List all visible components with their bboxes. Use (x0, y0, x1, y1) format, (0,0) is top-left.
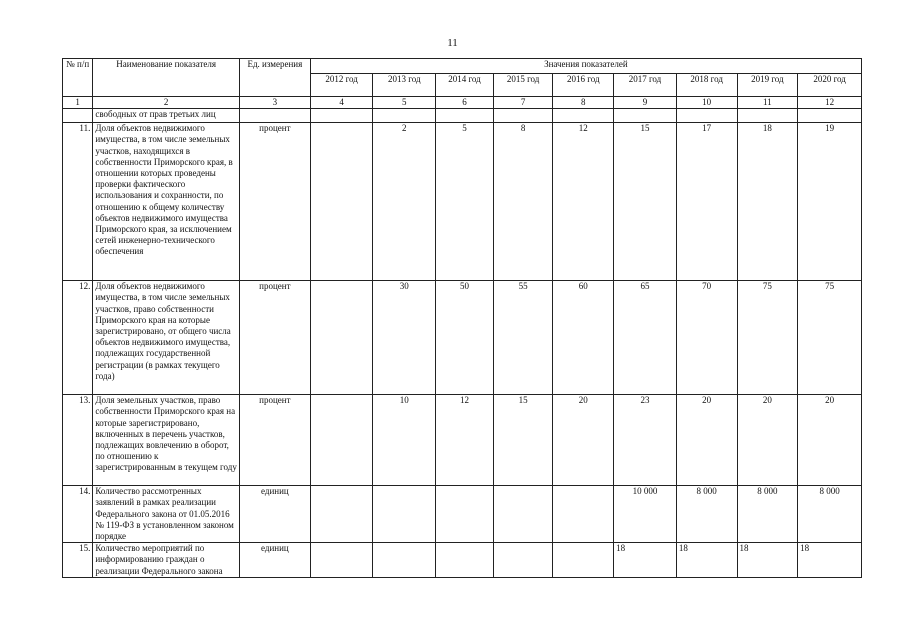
indicator-name: Доля объектов недвижимого имущества, в том числе земельных участков, право собственности Приморского края на которые зарегистрировано, от общего числа объектов недвижимого имущества, подлежащих государственной регистрации (в рамках текущего года) (93, 281, 240, 395)
indicator-unit: процент (239, 395, 310, 486)
table-row (63, 395, 862, 486)
value-cell (493, 543, 553, 578)
value-cell: 10 (373, 395, 436, 486)
value-cell: 65 (614, 281, 677, 395)
indicator-unit: единиц (239, 486, 310, 543)
indicator-name: Доля земельных участков, право собственности Приморского края на которые зарегистрировано, включенных в перечень участков, подлежащих вовлечению в оборот, по отношению к зарегистрированным в текущем году (93, 395, 240, 486)
value-cell: 15 (493, 395, 553, 486)
continuation-text: свободных от прав третьих лиц (93, 109, 240, 123)
value-cell: 2 (373, 123, 436, 281)
value-cell: 8 (493, 123, 553, 281)
header-values-group: Значения показателей (310, 59, 861, 74)
value-cell: 20 (737, 395, 798, 486)
column-number: 6 (436, 97, 494, 109)
column-number: 3 (239, 97, 310, 109)
value-cell (310, 395, 373, 486)
value-cell: 20 (676, 395, 737, 486)
indicator-unit: процент (239, 123, 310, 281)
value-cell: 19 (798, 123, 862, 281)
value-cell: 18 (737, 543, 798, 578)
table-row (63, 486, 862, 543)
value-cell (436, 486, 494, 543)
value-cell: 18 (798, 543, 862, 578)
value-cell: 15 (614, 123, 677, 281)
value-cell: 23 (614, 395, 677, 486)
column-number: 7 (493, 97, 553, 109)
header-year: 2018 год (676, 74, 737, 97)
column-number: 10 (676, 97, 737, 109)
value-cell (553, 486, 614, 543)
header-year: 2017 год (614, 74, 677, 97)
header-year: 2014 год (436, 74, 494, 97)
header-unit: Ед. измерения (239, 59, 310, 97)
column-number: 2 (93, 97, 240, 109)
value-cell (553, 543, 614, 578)
table-row (63, 281, 862, 395)
value-cell: 55 (493, 281, 553, 395)
row-number: 12. (63, 281, 93, 395)
value-cell (310, 123, 373, 281)
value-cell: 20 (553, 395, 614, 486)
header-year: 2013 год (373, 74, 436, 97)
value-cell (310, 486, 373, 543)
indicator-name: Количество мероприятий по информированию граждан о реализации Федерального закона (93, 543, 240, 578)
value-cell (493, 486, 553, 543)
value-cell: 30 (373, 281, 436, 395)
continuation-row (63, 109, 862, 123)
value-cell: 18 (737, 123, 798, 281)
row-number: 15. (63, 543, 93, 578)
indicators-table (62, 58, 862, 578)
header-name: Наименование показателя (93, 59, 240, 97)
column-number: 9 (614, 97, 677, 109)
value-cell: 8 000 (676, 486, 737, 543)
table-row (63, 123, 862, 281)
value-cell (373, 543, 436, 578)
table-row (63, 543, 862, 578)
value-cell: 18 (676, 543, 737, 578)
value-cell (436, 543, 494, 578)
indicator-name: Количество рассмотренных заявлений в рамках реализации Федерального закона от 01.05.2016 № 119-ФЗ в установленном законом порядке (93, 486, 240, 543)
value-cell: 60 (553, 281, 614, 395)
value-cell: 18 (614, 543, 677, 578)
indicator-unit: процент (239, 281, 310, 395)
value-cell: 5 (436, 123, 494, 281)
header-row-numbers (63, 97, 862, 109)
value-cell: 12 (553, 123, 614, 281)
indicator-name: Доля объектов недвижимого имущества, в том числе земельных участков, находящихся в собственности Приморского края, в отношении которых проведены проверки фактического использования и сохранности, по отношению к общему количеству объектов недвижимого имущества Приморского края, за исключением сетей инженерно-технического обеспечения (93, 123, 240, 281)
column-number: 4 (310, 97, 373, 109)
header-row-1 (63, 59, 862, 74)
column-number: 8 (553, 97, 614, 109)
value-cell: 17 (676, 123, 737, 281)
header-year: 2020 год (798, 74, 862, 97)
value-cell: 75 (798, 281, 862, 395)
value-cell: 8 000 (737, 486, 798, 543)
header-no: № п/п (63, 59, 93, 97)
column-number: 12 (798, 97, 862, 109)
header-year: 2012 год (310, 74, 373, 97)
column-number: 5 (373, 97, 436, 109)
value-cell: 50 (436, 281, 494, 395)
header-year: 2016 год (553, 74, 614, 97)
page-number: 11 (447, 37, 458, 49)
value-cell (310, 281, 373, 395)
value-cell: 8 000 (798, 486, 862, 543)
value-cell: 20 (798, 395, 862, 486)
header-year: 2019 год (737, 74, 798, 97)
header-year: 2015 год (493, 74, 553, 97)
value-cell: 75 (737, 281, 798, 395)
value-cell: 70 (676, 281, 737, 395)
value-cell (310, 543, 373, 578)
value-cell: 10 000 (614, 486, 677, 543)
indicator-unit: единиц (239, 543, 310, 578)
row-number: 13. (63, 395, 93, 486)
row-number: 14. (63, 486, 93, 543)
column-number: 1 (63, 97, 93, 109)
value-cell: 12 (436, 395, 494, 486)
value-cell (373, 486, 436, 543)
column-number: 11 (737, 97, 798, 109)
row-number: 11. (63, 123, 93, 281)
